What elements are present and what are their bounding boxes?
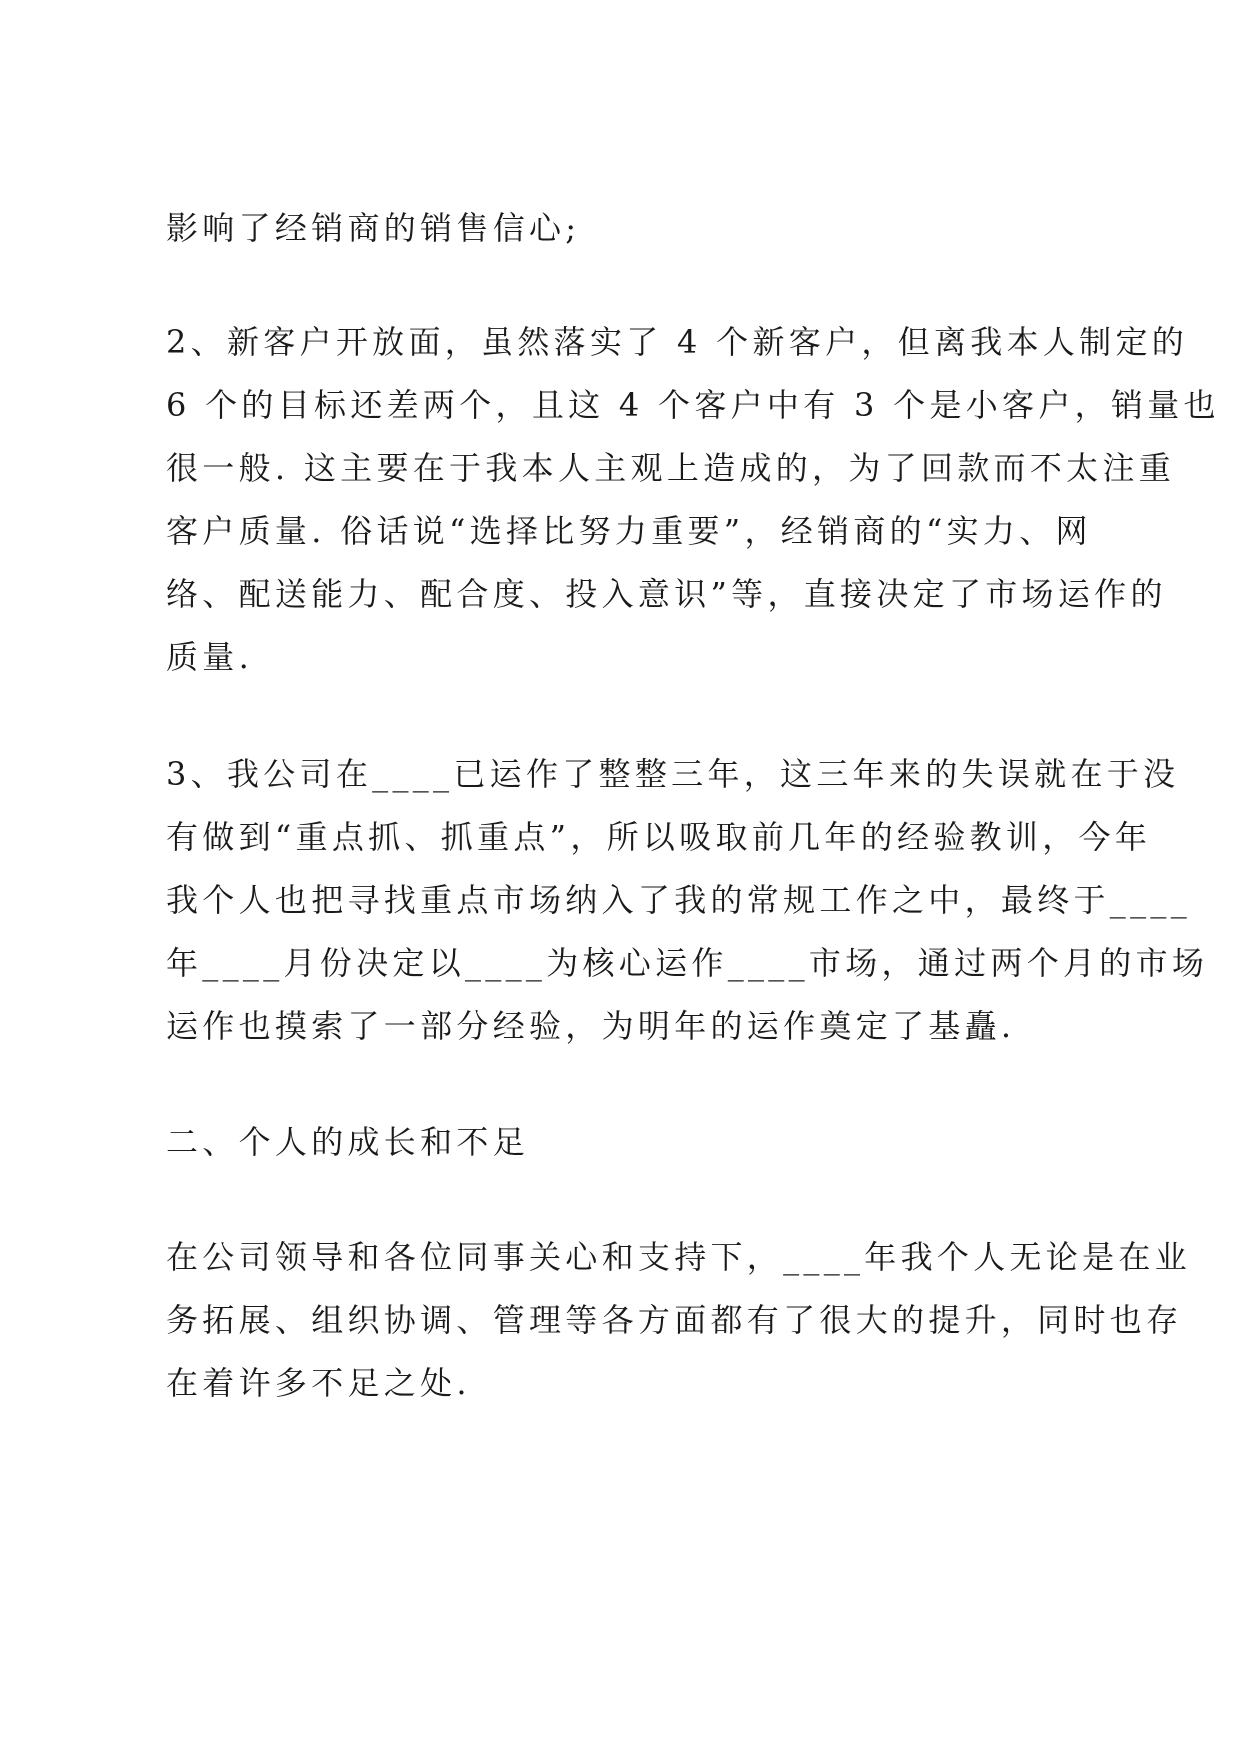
paragraph-3-line-2: 有做到“重点抓、抓重点”，所以吸取前几年的经验教训，今年 [166,818,1152,856]
paragraph-5-line-1: 在公司领导和各位同事关心和支持下，____年我个人无论是在业 [166,1238,1192,1276]
paragraph-3-line-4: 年____月份决定以____为核心运作____市场，通过两个月的市场 [166,944,1209,982]
paragraph-2-line-3: 很一般. 这主要在于我本人主观上造成的，为了回款而不太注重 [166,449,1176,487]
paragraph-2-line-2: 6 个的目标还差两个，且这 4 个客户中有 3 个是小客户，销量也 [166,386,1220,424]
paragraph-2-line-1: 2、新客户开放面，虽然落实了 4 个新客户，但离我本人制定的 [166,323,1189,361]
paragraph-1-line-1: 影响了经销商的销售信心; [166,209,581,247]
paragraph-2-line-6: 质量. [166,638,254,676]
paragraph-2-line-5: 络、配送能力、配合度、投入意识”等，直接决定了市场运作的 [166,575,1167,613]
paragraph-5-line-3: 在着许多不足之处. [166,1364,471,1402]
paragraph-5-line-2: 务拓展、组织协调、管理等各方面都有了很大的提升，同时也存 [166,1301,1183,1339]
paragraph-2-line-4: 客户质量. 俗话说“选择比努力重要”，经销商的“实力、网 [166,512,1092,550]
paragraph-3-line-3: 我个人也把寻找重点市场纳入了我的常规工作之中，最终于____ [166,881,1192,919]
paragraph-3-line-5: 运作也摸索了一部分经验，为明年的运作奠定了基矗. [166,1007,1016,1045]
paragraph-3-line-1: 3、我公司在____已运作了整整三年，这三年来的失误就在于没 [166,755,1180,793]
section-heading: 二、个人的成长和不足 [166,1123,530,1161]
